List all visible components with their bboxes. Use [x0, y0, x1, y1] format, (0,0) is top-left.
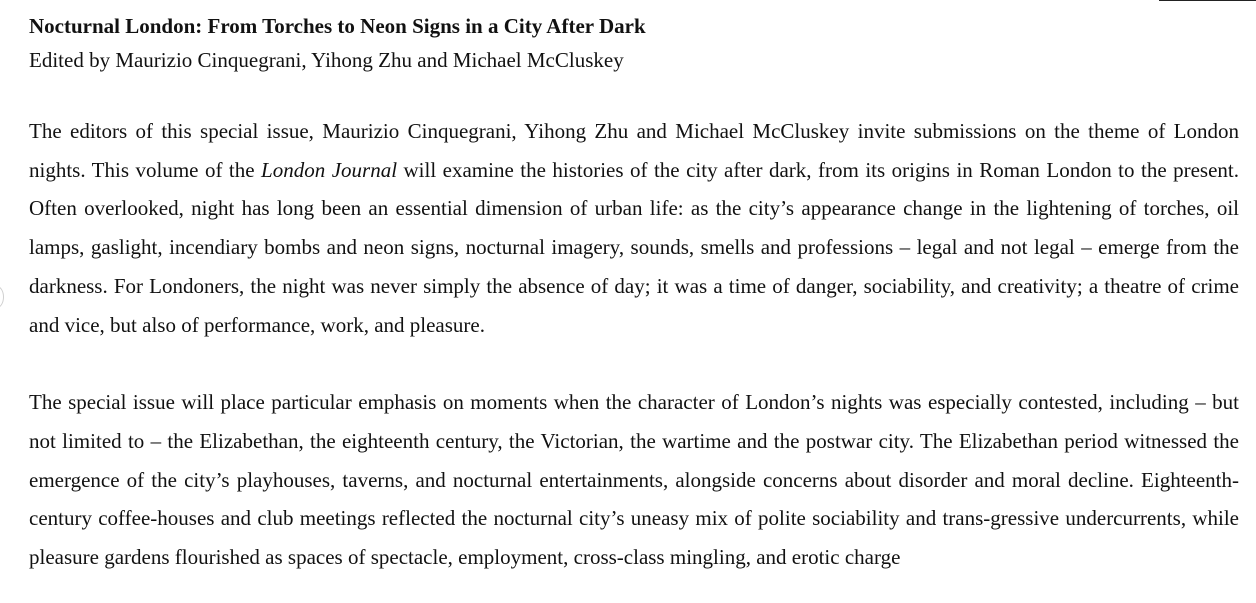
article-editors: Edited by Maurizio Cinquegrani, Yihong Zhu and Michael McCluskey	[29, 48, 624, 72]
left-edge-handle	[0, 286, 4, 308]
top-right-rule	[1159, 0, 1256, 1]
journal-title: London Journal	[261, 157, 398, 182]
paragraph-1	[29, 112, 1239, 344]
paragraph-1-text-start: The editors of this special issue, Maurizio Cinquegrani, Yihong Zhu and Michael McCluskey invite submissions on the theme of London nights. This volume of the	[29, 119, 1239, 182]
paragraph-2: The special issue will place particular emphasis on moments when the character of London’s nights was especially contested, including – but not limited to – the Elizabethan, the eighteenth century, the Victorian, the wartime and the postwar city. The Elizabethan period witnessed the emergence of the city’s playhouses, taverns, and nocturnal entertainments, alongside concerns about disorder and moral decline. Eighteenth-century coffee-houses and club meetings reflected the nocturnal city’s uneasy mix of polite sociability and trans-gressive undercurrents, while pleasure gardens flourished as spaces of spectacle, employment, cross-class mingling, and erotic charge	[29, 390, 1239, 570]
article	[29, 11, 1239, 577]
article-title: Nocturnal London: From Torches to Neon Signs in a City After Dark	[29, 14, 646, 38]
paragraph-1-text-end: will examine the histories of the city after dark, from its origins in Roman London to the present. Often overlooked, night has long been an essential dimension of urban life: as the city’s appearance change in the lightening of torches, oil lamps, gaslight, incendiary bombs and neon signs, nocturnal imagery, sounds, smells and professions – legal and not legal – emerge from the darkness. For Londoners, the night was never simply the absence of day; it was a time of danger, sociability, and creativity; a theatre of crime and vice, but also of performance, work, and pleasure.	[29, 157, 1240, 337]
